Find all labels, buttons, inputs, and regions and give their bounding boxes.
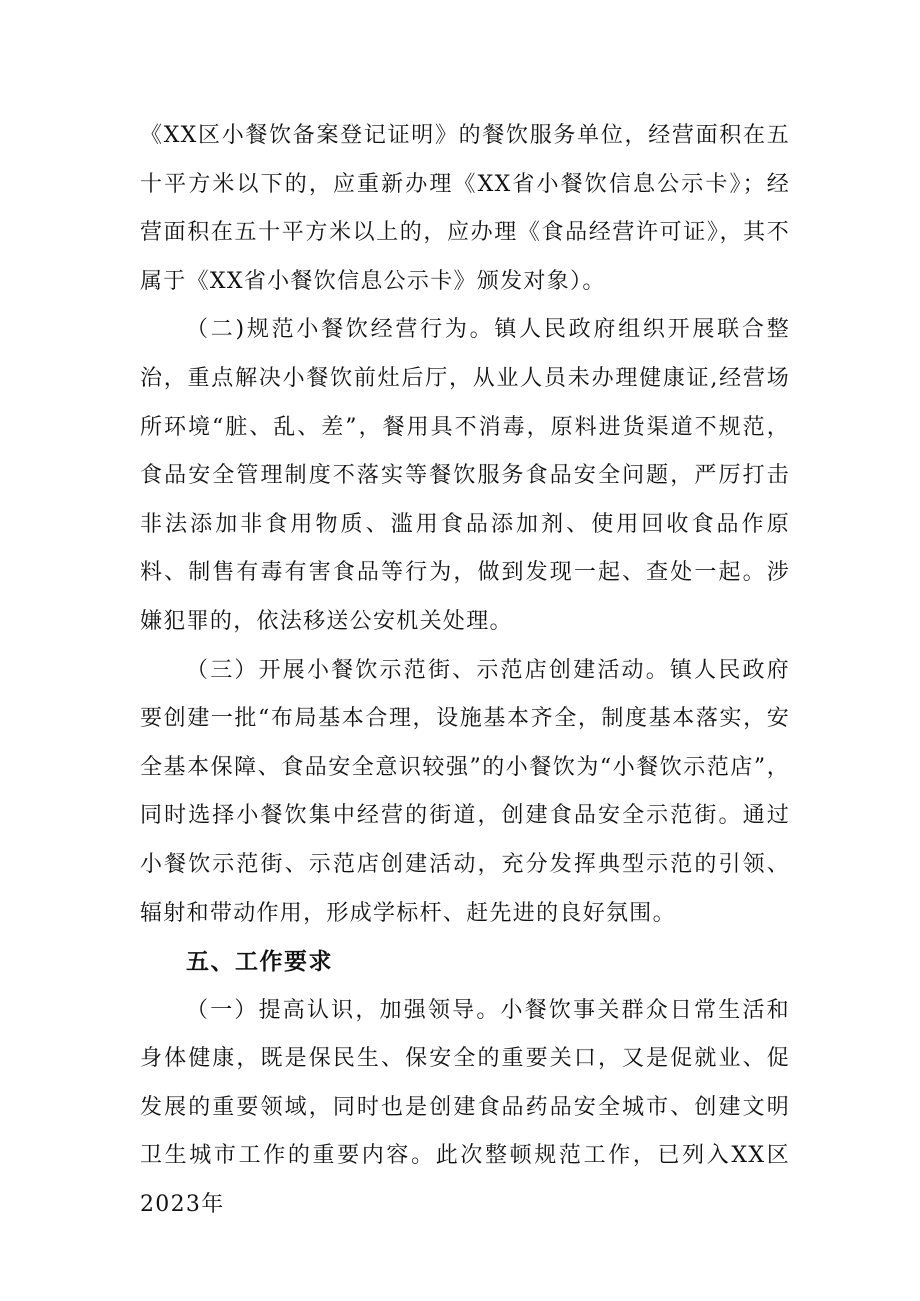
- paragraph-raise-awareness: （一）提高认识，加强领导。小餐饮事关群众日常生活和身体健康，既是保民生、保安全的重要关口，又是促就业、促发展的重要领域，同时也是创建食品药品安全城市、创建文明卫生城市工作的重要内容。此次整顿规范工作，已列入XX区2023年: [140, 997, 790, 1218]
- paragraph-regulate-operations: （二)规范小餐饮经营行为。镇人民政府组织开展联合整治，重点解决小餐饮前灶后厅，从业人员未办理健康证,经营场所环境“脏、乱、差”，餐用具不消毒，原料进货渠道不规范，食品安全管理制度不落实等餐饮服务食品安全问题，严厉打击非法添加非食用物质、滥用食品添加剂、使用回收食品作原料、制售有毒有害食品等行为，做到发现一起、查处一起。涉嫌犯罪的，依法移送公安机关处理。: [140, 317, 790, 634]
- document-body: [140, 112, 790, 1230]
- paragraph-continuation: 《XX区小餐饮备案登记证明》的餐饮服务单位，经营面积在五十平方米以下的，应重新办理《XX省小餐饮信息公示卡》；经营面积在五十平方米以上的，应办理《食品经营许可证》，其不属于《XX省小餐饮信息公示卡》颁发对象）。: [140, 123, 790, 294]
- paragraph-demonstration-street: （三）开展小餐饮示范街、示范店创建活动。镇人民政府要创建一批“布局基本合理，设施基本齐全，制度基本落实，安全基本保障、食品安全意识较强”的小餐饮为“小餐饮示范店”，同时选择小餐饮集中经营的街道，创建食品安全示范街。通过小餐饮示范街、示范店创建活动，充分发挥典型示范的引领、辐射和带动作用，形成学标杆、赶先进的良好氛围。: [140, 657, 790, 926]
- section-heading-work-requirements: 五、工作要求: [186, 949, 333, 976]
